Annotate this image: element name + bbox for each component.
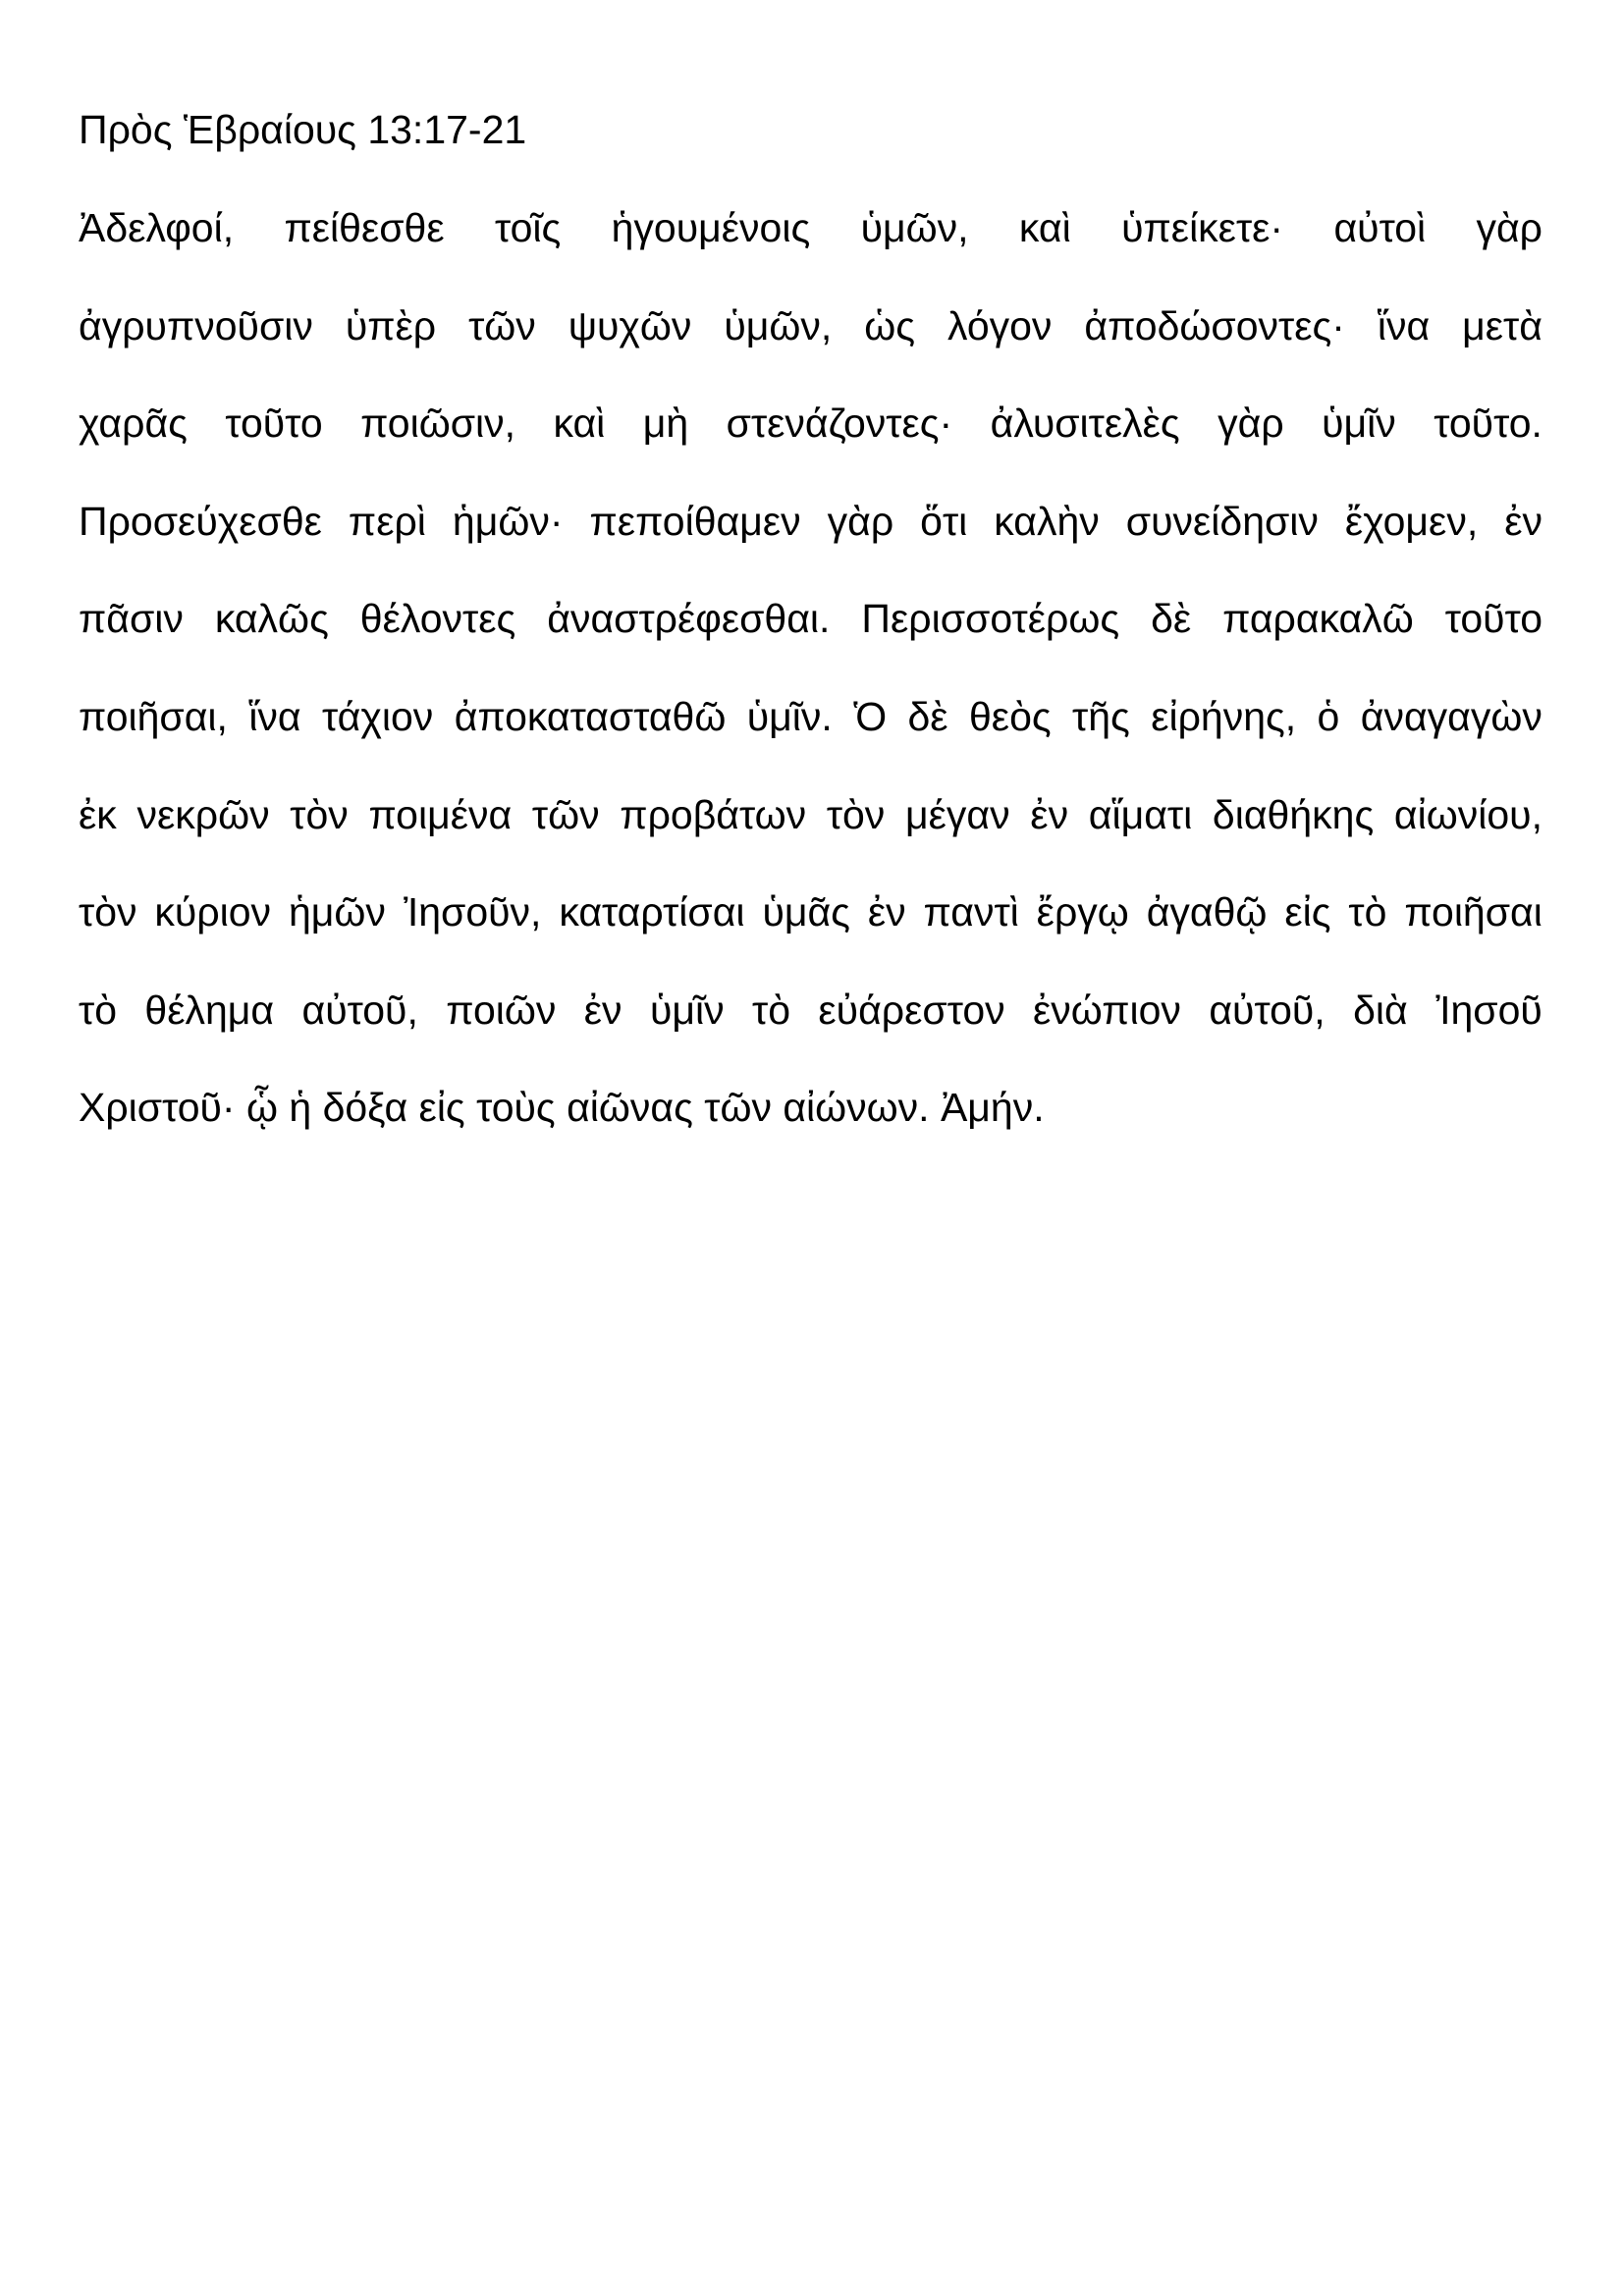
passage-word: θέλοντες — [359, 596, 516, 642]
passage-word: ἀποδώσοντες· — [1084, 302, 1345, 348]
passage-word: ἔργῳ — [1036, 889, 1129, 935]
passage-word: ἐκ — [79, 791, 117, 837]
passage-word: τοῦτο — [225, 400, 323, 447]
passage-word: τάχιον — [322, 694, 434, 739]
passage-word: καὶ — [1018, 205, 1071, 250]
passage-word: ἡμῶν· — [452, 498, 564, 544]
passage-line — [79, 979, 1542, 1041]
passage-word: συνείδησιν — [1125, 498, 1319, 544]
passage-word: λόγον — [947, 302, 1053, 348]
passage-word: παρακαλῶ — [1222, 596, 1414, 642]
passage-line — [79, 196, 1542, 259]
passage-word: Ἀδελφοί, — [79, 205, 235, 250]
passage-word: τοῦτο. — [1434, 400, 1542, 447]
passage-word: ποιῶσιν, — [360, 400, 516, 447]
passage-word: πεποίθαμεν — [589, 498, 801, 544]
passage-word: Προσεύχεσθε — [79, 498, 322, 544]
passage-word: Ὁ — [853, 694, 888, 739]
passage-word: Ἰησοῦν, — [403, 889, 542, 935]
passage-word: ὑμῖν — [649, 987, 725, 1033]
passage-word: τὸν — [79, 889, 137, 935]
passage-word: δὲ — [907, 694, 948, 739]
passage-word: ὑπείκετε· — [1121, 205, 1284, 250]
passage-word: τὸ — [79, 987, 117, 1033]
passage-word: μετὰ — [1462, 302, 1542, 348]
passage-word: ἡμῶν — [288, 889, 386, 935]
passage-word: πᾶσιν — [79, 596, 184, 642]
passage-line — [79, 587, 1542, 650]
passage-word: τὸ — [752, 987, 790, 1033]
passage-word: τῆς — [1072, 694, 1130, 739]
passage-word: ἡγουμένοις — [611, 205, 811, 250]
passage-word: θέλημα — [144, 987, 275, 1033]
passage-word: εἰς — [1284, 889, 1331, 935]
passage-word: γὰρ — [1217, 400, 1284, 447]
passage-word: ἀγαθῷ — [1146, 889, 1268, 935]
passage-word: χαρᾶς — [79, 400, 188, 447]
passage-word: αὐτοῦ, — [301, 987, 418, 1033]
passage-word: ὑπὲρ — [345, 302, 437, 348]
passage-word: ποιῆσαι, — [79, 694, 228, 739]
passage-word: ἐν — [867, 889, 906, 935]
passage-word: τῶν — [531, 791, 600, 837]
passage-word: ὑμᾶς — [762, 889, 850, 935]
passage-word: τὸν — [826, 791, 886, 837]
passage-word: ἐνώπιον — [1033, 987, 1181, 1033]
passage-line — [79, 783, 1542, 846]
passage-word: ὑμῶν, — [860, 205, 969, 250]
passage-word: Περισσοτέρως — [861, 596, 1120, 642]
passage-word: ἐν — [1030, 791, 1069, 837]
passage-word: νεκρῶν — [136, 791, 270, 837]
passage-word: εὐάρεστον — [818, 987, 1005, 1033]
passage-line — [79, 881, 1542, 943]
passage-word: παντὶ — [923, 889, 1019, 935]
passage-word: ὑμῖν. — [746, 694, 833, 739]
passage-word: διαθήκης — [1212, 791, 1375, 837]
passage-word: ἵνα — [248, 694, 301, 739]
passage-word: ἵνα — [1377, 302, 1431, 348]
passage-word: καταρτίσαι — [559, 889, 745, 935]
passage-word: ἀγρυπνοῦσιν — [79, 302, 313, 348]
passage-word: ἀποκατασταθῶ — [454, 694, 727, 739]
passage-word: τοῦτο — [1444, 596, 1542, 642]
passage-word: μέγαν — [905, 791, 1010, 837]
passage-word: ὅτι — [920, 498, 968, 544]
passage-word: δὲ — [1151, 596, 1192, 642]
passage-word: ψυχῶν — [568, 302, 692, 348]
passage-word: τῶν — [468, 302, 536, 348]
passage-word: ποιῆσαι — [1404, 889, 1542, 935]
passage-word: ποιῶν — [446, 987, 557, 1033]
passage-word: γὰρ — [827, 498, 894, 544]
passage-word: ἀλυσιτελὲς — [990, 400, 1180, 447]
passage-reference-heading: Πρὸς Ἑβραίους 13:17-21 — [79, 107, 527, 152]
passage-line — [79, 294, 1542, 357]
passage-word: ἔχομεν, — [1344, 498, 1479, 544]
passage-word: τοῖς — [494, 205, 562, 250]
passage-word: ἐν — [1504, 498, 1542, 544]
passage-word: στενάζοντες· — [726, 400, 953, 447]
passage-word: ὑμῖν — [1322, 400, 1396, 447]
passage-line: Χριστοῦ· ᾧ ἡ δόξα εἰς τοὺς αἰῶνας τῶν αἰώνων. Ἀμήν. — [79, 1085, 1045, 1131]
passage-word: καλῶς — [214, 596, 329, 642]
passage-word: πείθεσθε — [284, 205, 445, 250]
passage-word: κύριον — [154, 889, 272, 935]
passage-word: προβάτων — [620, 791, 807, 837]
passage-line — [79, 490, 1542, 553]
passage-word: ἀναστρέφεσθαι. — [547, 596, 831, 642]
passage-word: τὸ — [1348, 889, 1387, 935]
passage-line — [79, 685, 1542, 748]
passage-word: περὶ — [348, 498, 426, 544]
passage-word: ἀναγαγὼν — [1360, 694, 1542, 739]
passage-word: αὐτοὶ — [1333, 205, 1427, 250]
passage-word: ὡς — [864, 302, 916, 348]
passage-word: εἰρήνης, — [1151, 694, 1297, 739]
passage-word: ὑμῶν, — [724, 302, 833, 348]
passage-word: καλὴν — [994, 498, 1100, 544]
passage-word: διὰ — [1353, 987, 1408, 1033]
passage-word: καὶ — [553, 400, 606, 447]
passage-word: ἐν — [583, 987, 622, 1033]
passage-word: θεὸς — [968, 694, 1052, 739]
passage-word: αὐτοῦ, — [1209, 987, 1325, 1033]
passage-word: ὁ — [1317, 694, 1340, 739]
passage-word: Ἰησοῦ — [1435, 987, 1542, 1033]
passage-line — [79, 392, 1542, 454]
passage-word: αἵματι — [1088, 791, 1193, 837]
passage-word: μὴ — [642, 400, 689, 447]
passage-word: ποιμένα — [368, 791, 513, 837]
passage-word: αἰωνίου, — [1393, 791, 1542, 837]
passage-word: τὸν — [290, 791, 349, 837]
passage-word: γὰρ — [1476, 205, 1542, 250]
